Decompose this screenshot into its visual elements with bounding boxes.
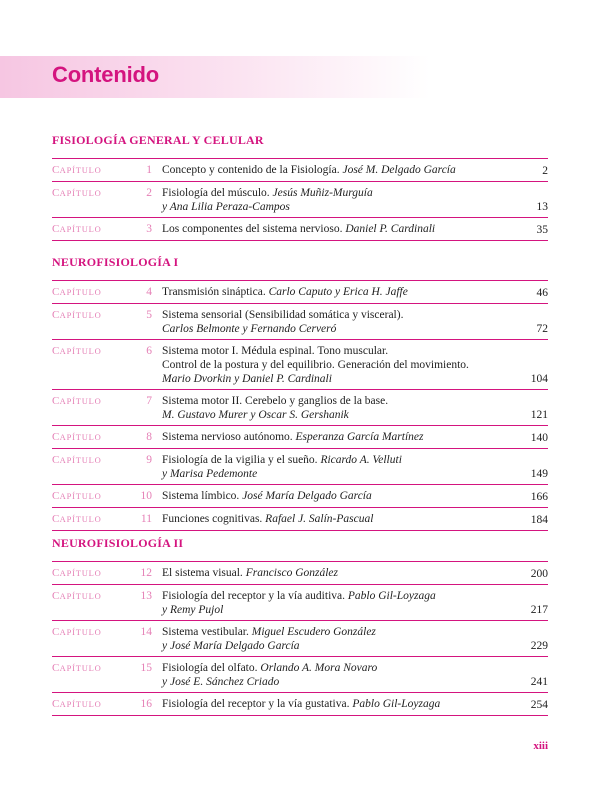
chapter-title: Fisiología del receptor y la vía gustativa. — [162, 698, 353, 710]
chapter-authors: Orlando A. Mora Novaro — [260, 662, 378, 674]
chapter-label-rest: APÍTULO — [59, 165, 102, 175]
chapter-line — [162, 358, 500, 372]
chapter-title: El sistema visual. — [162, 567, 246, 579]
chapter-title: Transmisión sináptica. — [162, 286, 269, 298]
section-neurofisiologia-2 — [52, 536, 548, 716]
chapter-title-block — [162, 163, 500, 177]
chapter-title-block — [162, 222, 500, 236]
chapter-title: Fisiología del receptor y la vía auditiva. — [162, 590, 348, 602]
chapter-line — [162, 489, 500, 503]
chapter-label-rest: APÍTULO — [59, 346, 102, 356]
chapter-title: Control de la postura y del equilibrio. Generación del movimiento. — [162, 359, 469, 371]
page-number: 166 — [530, 491, 548, 503]
chapter-title-block — [162, 697, 500, 711]
page-number: 184 — [530, 514, 548, 526]
chapter-authors: Pablo Gil-Loyzaga — [352, 698, 441, 710]
page-title: Contenido — [52, 62, 159, 87]
chapter-title-block — [162, 344, 500, 386]
chapter-authors: José María Delgado García — [242, 490, 372, 502]
chapter-line — [162, 512, 500, 526]
chapter-authors: y Ana Lilia Peraza-Campos — [162, 201, 290, 213]
chapter-number: 2 — [146, 187, 152, 199]
chapter-number: 16 — [140, 698, 152, 710]
chapter-label-initial: C — [52, 513, 60, 525]
toc-entry[interactable] — [52, 280, 548, 303]
page-number: 200 — [530, 568, 548, 580]
chapter-number: 12 — [140, 567, 152, 579]
chapter-title: Fisiología del olfato. — [162, 662, 261, 674]
chapter-label-initial: C — [52, 309, 60, 321]
toc-entry[interactable] — [52, 158, 548, 181]
chapter-title: Sistema motor II. Cerebelo y ganglios de la base. — [162, 395, 389, 407]
chapter-title: Fisiología de la vigilia y el sueño. — [162, 454, 321, 466]
chapter-authors: José M. Delgado García — [342, 164, 456, 176]
chapter-label-rest: APÍTULO — [59, 514, 102, 524]
chapter-title: Concepto y contenido de la Fisiología. — [162, 164, 343, 176]
chapter-label-rest: APÍTULO — [59, 699, 102, 709]
chapter-label-rest: APÍTULO — [59, 188, 102, 198]
chapter-title-block — [162, 285, 500, 299]
chapter-authors: y Remy Pujol — [162, 604, 224, 616]
chapter-number: 5 — [146, 309, 152, 321]
chapter-label-rest: APÍTULO — [59, 396, 102, 406]
chapter-title-block — [162, 394, 500, 422]
chapter-authors: Rafael J. Salín-Pascual — [265, 513, 374, 525]
toc-entry[interactable] — [52, 507, 548, 530]
chapter-label-rest: APÍTULO — [59, 310, 102, 320]
chapter-title-block — [162, 625, 500, 653]
section-end-rule — [52, 530, 548, 531]
chapter-authors: Miguel Escudero González — [251, 626, 376, 638]
page-number: 140 — [530, 432, 548, 444]
toc-entry[interactable] — [52, 620, 548, 656]
chapter-authors: Ricardo A. Velluti — [320, 454, 402, 466]
chapter-label-initial: C — [52, 187, 60, 199]
chapter-title: Sistema vestibular. — [162, 626, 252, 638]
chapter-line — [162, 675, 500, 689]
chapter-label-initial: C — [52, 626, 60, 638]
page-number: 241 — [530, 676, 548, 688]
chapter-line — [162, 603, 500, 617]
toc-entry[interactable] — [52, 339, 548, 389]
chapter-title-block — [162, 430, 500, 444]
chapter-title-block — [162, 453, 500, 481]
chapter-number: 13 — [140, 590, 152, 602]
chapter-line — [162, 639, 500, 653]
chapter-line — [162, 625, 500, 639]
chapter-line — [162, 200, 500, 214]
chapter-label-initial: C — [52, 590, 60, 602]
toc-entry[interactable] — [52, 656, 548, 692]
page-number: 104 — [530, 373, 548, 385]
chapter-number: 15 — [140, 662, 152, 674]
toc-entry[interactable] — [52, 181, 548, 217]
chapter-label-initial: C — [52, 662, 60, 674]
chapter-label-initial: C — [52, 395, 60, 407]
chapter-number: 7 — [146, 395, 152, 407]
page-number: 46 — [536, 287, 548, 299]
chapter-label-rest: APÍTULO — [59, 455, 102, 465]
chapter-line — [162, 697, 500, 711]
chapter-label-rest: APÍTULO — [59, 432, 102, 442]
page-number: 2 — [542, 165, 548, 177]
chapter-title: Sistema motor I. Médula espinal. Tono muscular. — [162, 345, 389, 357]
toc-entry[interactable] — [52, 217, 548, 240]
chapter-line — [162, 408, 500, 422]
chapter-title-block — [162, 661, 500, 689]
chapter-line — [162, 453, 500, 467]
chapter-label-initial: C — [52, 567, 60, 579]
chapter-label-rest: APÍTULO — [59, 663, 102, 673]
chapter-authors: Carlo Caputo y Erica H. Jaffe — [268, 286, 408, 298]
chapter-title-block — [162, 186, 500, 214]
chapter-number: 11 — [140, 513, 152, 525]
chapter-label-rest: APÍTULO — [59, 287, 102, 297]
toc-entry[interactable] — [52, 692, 548, 715]
chapter-number: 4 — [146, 286, 152, 298]
chapter-line — [162, 186, 500, 200]
chapter-number: 10 — [140, 490, 152, 502]
chapter-label-initial: C — [52, 345, 60, 357]
chapter-authors: M. Gustavo Murer y Oscar S. Gershanik — [162, 409, 349, 421]
section-fisiologia-general — [52, 133, 548, 241]
chapter-authors: Pablo Gil-Loyzaga — [347, 590, 436, 602]
chapter-line — [162, 163, 500, 177]
chapter-number: 8 — [146, 431, 152, 443]
chapter-title: Sistema límbico. — [162, 490, 243, 502]
chapter-authors: Jesús Muñiz-Murguía — [272, 187, 373, 199]
chapter-line — [162, 308, 500, 322]
chapter-authors: Francisco González — [245, 567, 338, 579]
toc-entry[interactable] — [52, 484, 548, 507]
section-neurofisiologia-1 — [52, 255, 548, 531]
chapter-title-block — [162, 512, 500, 526]
section-heading: NEUROFISIOLOGÍA II — [52, 536, 184, 550]
chapter-line — [162, 661, 500, 675]
toc-entry[interactable] — [52, 389, 548, 425]
page-number: 121 — [530, 409, 548, 421]
toc-entry[interactable] — [52, 448, 548, 484]
toc-entry[interactable] — [52, 584, 548, 620]
chapter-title-block — [162, 589, 500, 617]
chapter-number: 6 — [146, 345, 152, 357]
chapter-label-rest: APÍTULO — [59, 568, 102, 578]
chapter-label-initial: C — [52, 431, 60, 443]
chapter-label-rest: APÍTULO — [59, 491, 102, 501]
chapter-line — [162, 430, 500, 444]
chapter-title-block — [162, 489, 500, 503]
chapter-line — [162, 372, 500, 386]
toc-entry[interactable] — [52, 303, 548, 339]
section-heading: FISIOLOGÍA GENERAL Y CELULAR — [52, 133, 264, 147]
chapter-line — [162, 566, 500, 580]
chapter-label-rest: APÍTULO — [59, 591, 102, 601]
chapter-line — [162, 467, 500, 481]
chapter-line — [162, 344, 500, 358]
chapter-number: 9 — [146, 454, 152, 466]
chapter-line — [162, 322, 500, 336]
chapter-label-initial: C — [52, 454, 60, 466]
page-number: 254 — [530, 699, 548, 711]
page-number: 217 — [530, 604, 548, 616]
page-number: 72 — [536, 323, 548, 335]
chapter-authors: Daniel P. Cardinali — [345, 223, 436, 235]
section-heading: NEUROFISIOLOGÍA I — [52, 255, 179, 269]
toc-entry[interactable] — [52, 561, 548, 584]
chapter-title: Sistema nervioso autónomo. — [162, 431, 296, 443]
page-number: 13 — [536, 201, 548, 213]
chapter-authors: Mario Dvorkin y Daniel P. Cardinali — [162, 373, 332, 385]
chapter-authors: Carlos Belmonte y Fernando Cerveró — [162, 323, 337, 335]
chapter-title-block — [162, 566, 500, 580]
section-end-rule — [52, 240, 548, 241]
chapter-label-rest: APÍTULO — [59, 627, 102, 637]
chapter-label-initial: C — [52, 490, 60, 502]
toc-entry[interactable] — [52, 425, 548, 448]
chapter-label-initial: C — [52, 286, 60, 298]
section-end-rule — [52, 715, 548, 716]
chapter-number: 14 — [140, 626, 152, 638]
page-number: 35 — [536, 224, 548, 236]
chapter-title: Los componentes del sistema nervioso. — [162, 223, 346, 235]
chapter-title: Funciones cognitivas. — [162, 513, 266, 525]
chapter-title: Fisiología del músculo. — [162, 187, 273, 199]
chapter-line — [162, 285, 500, 299]
chapter-label-initial: C — [52, 164, 60, 176]
page-number: 149 — [530, 468, 548, 480]
chapter-label-initial: C — [52, 223, 60, 235]
chapter-label-initial: C — [52, 698, 60, 710]
chapter-title: Sistema sensorial (Sensibilidad somática y visceral). — [162, 309, 404, 321]
page-number: 229 — [530, 640, 548, 652]
chapter-authors: y José E. Sánchez Criado — [162, 676, 280, 688]
chapter-authors: Esperanza García Martínez — [295, 431, 424, 443]
chapter-label-rest: APÍTULO — [59, 224, 102, 234]
chapter-authors: y Marisa Pedemonte — [162, 468, 258, 480]
chapter-authors: y José María Delgado García — [162, 640, 300, 652]
chapter-number: 3 — [146, 223, 152, 235]
chapter-title-block — [162, 308, 500, 336]
page-folio: xiii — [533, 740, 548, 752]
chapter-number: 1 — [146, 164, 152, 176]
chapter-line — [162, 589, 500, 603]
chapter-line — [162, 222, 500, 236]
chapter-line — [162, 394, 500, 408]
